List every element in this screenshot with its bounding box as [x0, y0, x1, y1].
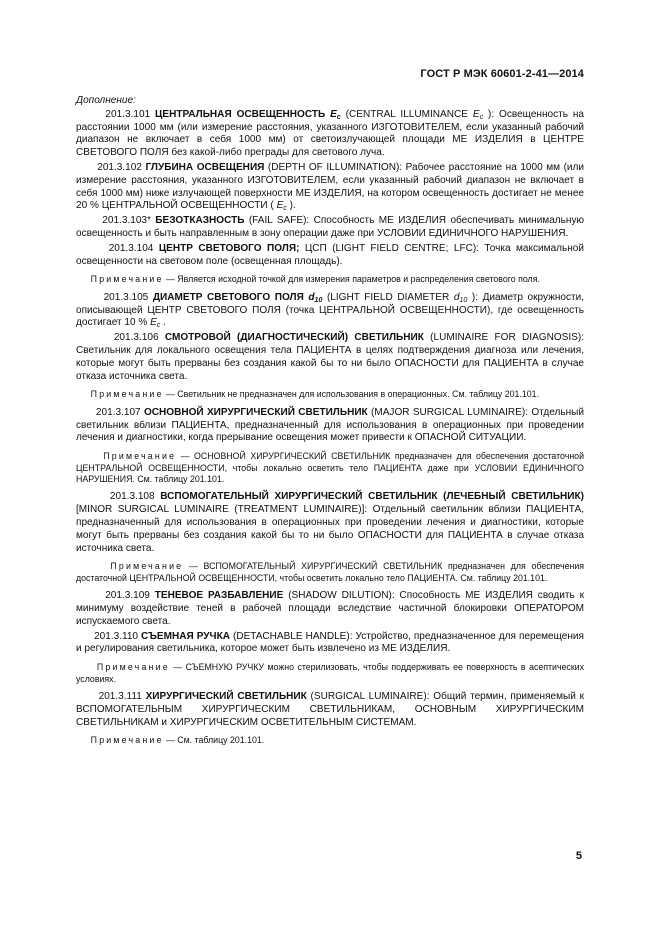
- term-201-3-109: [76, 590, 584, 628]
- note: [76, 735, 584, 746]
- term-201-3-105: [76, 292, 584, 330]
- document-body: [76, 95, 584, 753]
- term-symbol-3-sub: c: [156, 322, 161, 330]
- term-201-3-103: [76, 215, 584, 241]
- note-label: Примечание: [90, 389, 164, 400]
- term-symbol-sub: c: [283, 205, 287, 213]
- term-definition: (DEPTH OF ILLUMINATION): Рабочее расстояние на 1000 мм (или измерение расстояния, указанного ИЗГОТОВИТЕЛЕМ, если указанный рабочий диапазон не включает в себя 1000 мм) ниже излучающей поверхности МЕ ИЗДЕЛИЯ, на котором освещенность достигает не менее 20 % ЦЕНТРАЛЬНОЙ ОСВЕЩЕННОСТИ (: [76, 161, 585, 212]
- term-title: ГЛУБИНА ОСВЕЩЕНИЯ: [145, 161, 265, 173]
- term-title: ТЕНЕВОЕ РАЗБАВЛЕНИЕ: [154, 590, 284, 602]
- term-number: 201.3.105: [103, 291, 149, 303]
- term-definition: (SHADOW DILUTION): Способность МЕ ИЗДЕЛИЯ сводить к минимуму воздействие теней в рабочей площади вследствие частичной блокировки ОПЕРАТОРОМ испускаемого света.: [76, 590, 584, 627]
- term-number: 201.3.102: [97, 161, 142, 173]
- term-definition: ЦСП (LIGHT FIELD CENTRE; LFC): Точка максимальной освещенности на световом поле (освещенная площадь).: [76, 242, 584, 267]
- term-title: ДИАМЕТР СВЕТОВОГО ПОЛЯ: [152, 291, 304, 303]
- term-201-3-101: [76, 109, 584, 160]
- note-label: Примечание: [90, 735, 164, 746]
- term-number: 201.3.104: [108, 242, 154, 254]
- term-definition: (MAJOR SURGICAL LUMINAIRE): Отдельный светильник вблизи ПАЦИЕНТА, предназначенный для использования в операционных при проведении лечения и диагностики, когда прерывание освещения может привести к ОПАСНОЙ СИТУАЦИИ.: [76, 406, 584, 444]
- note-label: Примечание: [96, 662, 170, 673]
- note-label: Примечание: [103, 451, 177, 462]
- intro-label: Дополнение:: [76, 95, 136, 106]
- note-text: — Является исходной точкой для измерения параметров и распределения светового поля.: [163, 274, 540, 285]
- term-title: ЦЕНТРАЛЬНАЯ ОСВЕЩЕННОСТЬ: [155, 108, 326, 120]
- term-symbol-sub: 10: [314, 296, 323, 304]
- note-text: — См. таблицу 201.101.: [163, 735, 265, 746]
- term-title: ЦЕНТР СВЕТОВОГО ПОЛЯ;: [158, 242, 300, 254]
- note-text: — Светильник не предназначен для использования в операционных. См. таблицу 201.101.: [163, 389, 540, 400]
- term-symbol: E: [276, 200, 284, 212]
- document-header: ГОСТ Р МЭК 60601-2-41—2014: [420, 68, 584, 80]
- term-symbol-2-sub: c: [479, 113, 484, 121]
- note-label: Примечание: [110, 561, 184, 572]
- note: [76, 561, 584, 584]
- term-number: 201.3.106: [113, 332, 159, 344]
- term-symbol-2: E: [472, 108, 480, 120]
- term-number: 201.3.111: [98, 690, 142, 702]
- term-title: СЪЕМНАЯ РУЧКА: [141, 630, 230, 642]
- term-tail: ).: [286, 200, 296, 212]
- term-definition: (DETACHABLE HANDLE): Устройство, предназначенное для перемещения и регулирования светильника, которое может быть извлечено из МЕ ИЗДЕЛИЯ.: [76, 630, 584, 655]
- term-definition: (FAIL SAFE): Способность МЕ ИЗДЕЛИЯ обеспечивать минимальную освещенность и быть направленным в зону операции даже при УСЛОВИИ ЕДИНИЧНОГО НАРУШЕНИЯ.: [76, 215, 585, 239]
- term-title: БЕЗОТКАЗНОСТЬ: [155, 215, 245, 227]
- term-symbol-2: d: [453, 291, 460, 303]
- term-english: (LIGHT FIELD DIAMETER: [322, 291, 454, 303]
- note: [76, 662, 584, 685]
- term-title: ХИРУРГИЧЕСКИЙ СВЕТИЛЬНИК: [145, 690, 307, 702]
- term-title: ОСНОВНОЙ ХИРУРГИЧЕСКИЙ СВЕТИЛЬНИК: [143, 406, 368, 418]
- term-201-3-102: [76, 162, 584, 213]
- term-symbol-2-sub: 10: [459, 296, 468, 304]
- term-201-3-111: [76, 691, 584, 729]
- note: [76, 274, 584, 285]
- term-number: 201.3.110: [94, 630, 139, 642]
- term-201-3-110: [76, 631, 584, 657]
- term-definition: ): Освещенность на расстоянии 1000 мм (или измерение расстояния, указанного ИЗГОТОВИТЕЛЕМ, если указанный рабочий диапазон не включает в себя 1000 мм) от светоизлучающей площади МЕ ИЗДЕЛИЯ в ЦЕНТРЕ СВЕТОВОГО ПОЛЯ без какой-либо преграды для светового луча.: [76, 108, 584, 159]
- term-symbol-sub: c: [336, 113, 341, 121]
- term-201-3-107: [76, 407, 584, 445]
- term-definition: ): Диаметр окружности, описывающей ЦЕНТР СВЕТОВОГО ПОЛЯ (точка ЦЕНТРАЛЬНОЙ ОСВЕЩЕННОСТИ), где освещенность достигает 10 %: [76, 291, 585, 329]
- term-number: 201.3.108: [109, 491, 155, 503]
- page-number: 5: [575, 850, 582, 862]
- note-label: Примечание: [90, 274, 164, 285]
- term-symbol: E: [330, 108, 337, 120]
- note: [76, 389, 584, 400]
- term-definition: (LUMINAIRE FOR DIAGNOSIS): Светильник для локального освещения тела ПАЦИЕНТА в целях подтверждения диагноза или лечения, которые могут быть прерваны без создания какой бы то ни было ОПАСНОСТИ для ПАЦИЕНТА в случае отказа источника света.: [76, 332, 584, 382]
- term-definition: (SURGICAL LUMINAIRE): Общий термин, применяемый к ВСПОМОГАТЕЛЬНЫМ ХИРУРГИЧЕСКИМ СВЕТИЛЬНИКАМ, ОСНОВНЫМ ХИРУРГИЧЕСКИМ СВЕТИЛЬНИКАМ и ХИРУРГИЧЕСКИМ ОСВЕТИТЕЛЬНЫМ СИСТЕМАМ.: [76, 690, 584, 728]
- term-tail: .: [160, 317, 166, 329]
- note-text: — СЪЕМНУЮ РУЧКУ можно стерилизовать, чтобы поддерживать ее поверхность в асептических условиях.: [76, 662, 584, 684]
- note: [76, 451, 584, 485]
- term-201-3-104: [76, 243, 584, 269]
- term-number: 201.3.101: [105, 108, 151, 120]
- term-number: 201.3.107: [95, 406, 141, 418]
- term-symbol-3: E: [150, 317, 157, 329]
- note-text: — ВСПОМОГАТЕЛЬНЫЙ ХИРУРГИЧЕСКИЙ СВЕТИЛЬНИК предназначен для обеспечения достаточной ЦЕНТРАЛЬНОЙ ОСВЕЩЕННОСТИ, чтобы осветить локально тело ПАЦИЕНТА. См. таблицу 201.101.: [76, 561, 584, 583]
- term-201-3-108: [76, 491, 584, 555]
- term-title: ВСПОМОГАТЕЛЬНЫЙ ХИРУРГИЧЕСКИЙ СВЕТИЛЬНИК (ЛЕЧЕБНЫЙ СВЕТИЛЬНИК): [160, 491, 585, 503]
- term-201-3-106: [76, 332, 584, 383]
- term-title: СМОТРОВОЙ (ДИАГНОСТИЧЕСКИЙ) СВЕТИЛЬНИК: [164, 332, 424, 344]
- term-symbol: d: [308, 291, 315, 303]
- note-text: — ОСНОВНОЙ ХИРУРГИЧЕСКИЙ СВЕТИЛЬНИК предназначен для обеспечения достаточной ЦЕНТРАЛЬНОЙ ОСВЕЩЕННОСТИ, чтобы локально осветить тело ПАЦИЕНТА даже при УСЛОВИИ ЕДИНИЧНОГО НАРУШЕНИЯ. См. таблицу 201.101.: [76, 451, 584, 484]
- term-number: 201.3.103*: [102, 215, 151, 227]
- term-definition: [MINOR SURGICAL LUMINAIRE (TREATMENT LUMINAIRE)]: Отдельный светильник вблизи ПАЦИЕНТА, предназначенный для использования в операционных при проведении лечения и диагностики, которые могут быть прерваны без создания какой бы то ни было ОПАСНОСТИ для ПАЦИЕНТА в случае отказа источника света.: [76, 504, 584, 554]
- term-english: (CENTRAL ILLUMINANCE: [340, 108, 473, 120]
- term-number: 201.3.109: [105, 590, 150, 602]
